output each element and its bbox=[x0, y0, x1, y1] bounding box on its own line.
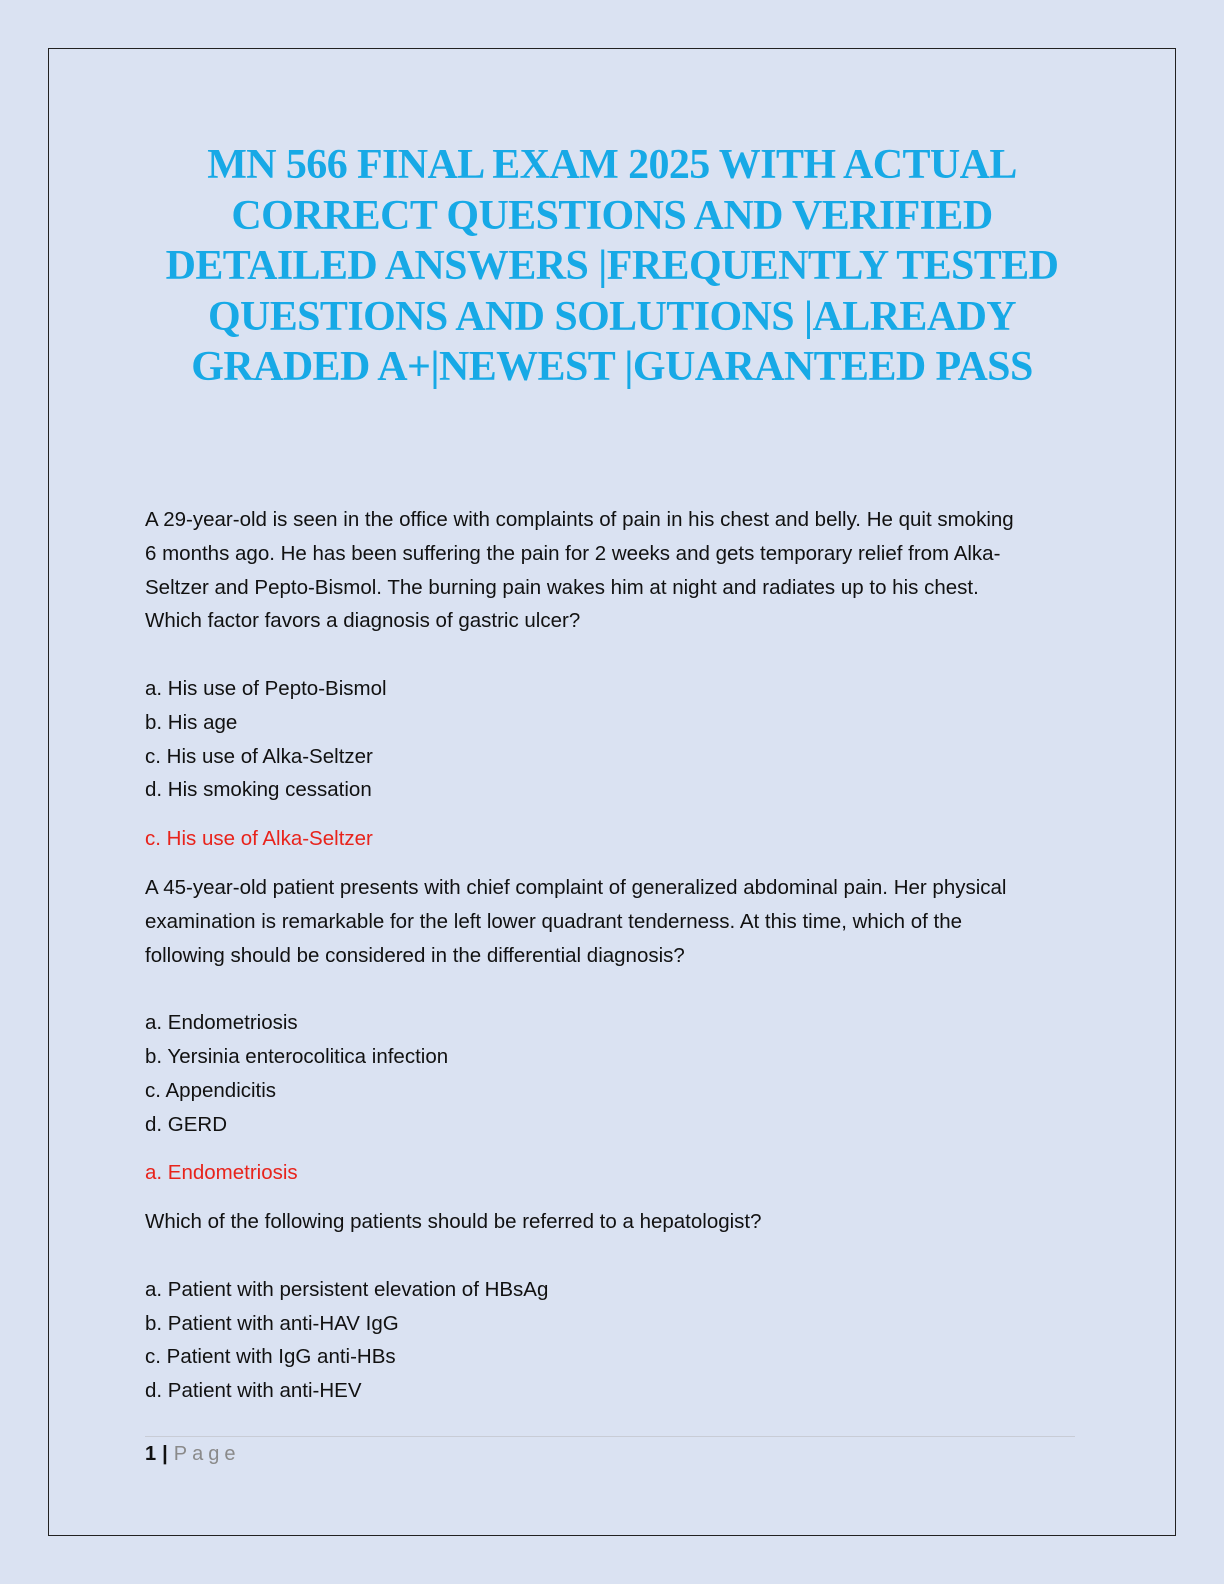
title-line: MN 566 FINAL EXAM 2025 WITH ACTUAL bbox=[207, 142, 1017, 188]
title-line: GRADED A+|NEWEST |GUARANTEED PASS bbox=[191, 344, 1033, 390]
option-c: c. His use of Alka-Seltzer bbox=[145, 744, 373, 768]
answer-options bbox=[145, 672, 1085, 807]
option-d: d. His smoking cessation bbox=[145, 778, 372, 802]
option-d: d. GERD bbox=[145, 1112, 228, 1136]
option-b: b. Patient with anti-HAV IgG bbox=[145, 1311, 399, 1335]
page-footer bbox=[145, 1441, 240, 1467]
correct-answer: a. Endometriosis bbox=[145, 1161, 298, 1185]
option-c: c. Patient with IgG anti-HBs bbox=[145, 1345, 396, 1369]
title-line: DETAILED ANSWERS |FREQUENTLY TESTED bbox=[165, 243, 1059, 289]
option-b: b. Yersinia enterocolitica infection bbox=[145, 1044, 449, 1068]
question-1 bbox=[145, 503, 1085, 856]
question-stem bbox=[145, 503, 1085, 638]
stem-line: 6 months ago. He has been suffering the pain for 2 weeks and gets temporary relief from Alka- bbox=[145, 541, 1001, 565]
stem-line: Which of the following patients should be referred to a hepatologist? bbox=[145, 1210, 762, 1234]
title-line: CORRECT QUESTIONS AND VERIFIED bbox=[231, 192, 993, 239]
correct-answer: c. His use of Alka-Seltzer bbox=[145, 827, 373, 851]
stem-line: Which factor favors a diagnosis of gastric ulcer? bbox=[145, 609, 581, 633]
question-stem bbox=[145, 1205, 1085, 1239]
option-a: a. Endometriosis bbox=[145, 1011, 298, 1035]
option-c: c. Appendicitis bbox=[145, 1078, 277, 1102]
stem-line: Seltzer and Pepto-Bismol. The burning pain wakes him at night and radiates up to his chest. bbox=[145, 575, 979, 599]
footer-divider bbox=[145, 1436, 1075, 1437]
option-d: d. Patient with anti-HEV bbox=[145, 1379, 362, 1403]
option-a: a. Patient with persistent elevation of HBsAg bbox=[145, 1277, 549, 1301]
stem-line: A 29-year-old is seen in the office with complaints of pain in his chest and belly. He quit smoking bbox=[145, 508, 1014, 531]
title-line: QUESTIONS AND SOLUTIONS |ALREADY bbox=[207, 293, 1017, 340]
stem-line: following should be considered in the differential diagnosis? bbox=[145, 943, 685, 967]
footer-separator: | bbox=[162, 1443, 168, 1465]
answer-options bbox=[145, 1273, 1085, 1408]
answer-options bbox=[145, 1006, 1085, 1141]
option-b: b. His age bbox=[145, 710, 238, 734]
page-number: 1 bbox=[145, 1443, 157, 1465]
page-label: Page bbox=[173, 1443, 241, 1465]
document-title bbox=[120, 140, 1104, 393]
question-3 bbox=[145, 1205, 1085, 1408]
question-stem bbox=[145, 871, 1085, 972]
stem-line: examination is remarkable for the left lower quadrant tenderness. At this time, which of the bbox=[145, 909, 962, 933]
stem-line: A 45-year-old patient presents with chief complaint of generalized abdominal pain. Her physical bbox=[145, 875, 1007, 899]
document-body bbox=[145, 503, 1085, 1408]
option-a: a. His use of Pepto-Bismol bbox=[145, 676, 387, 700]
question-2 bbox=[145, 871, 1085, 1190]
